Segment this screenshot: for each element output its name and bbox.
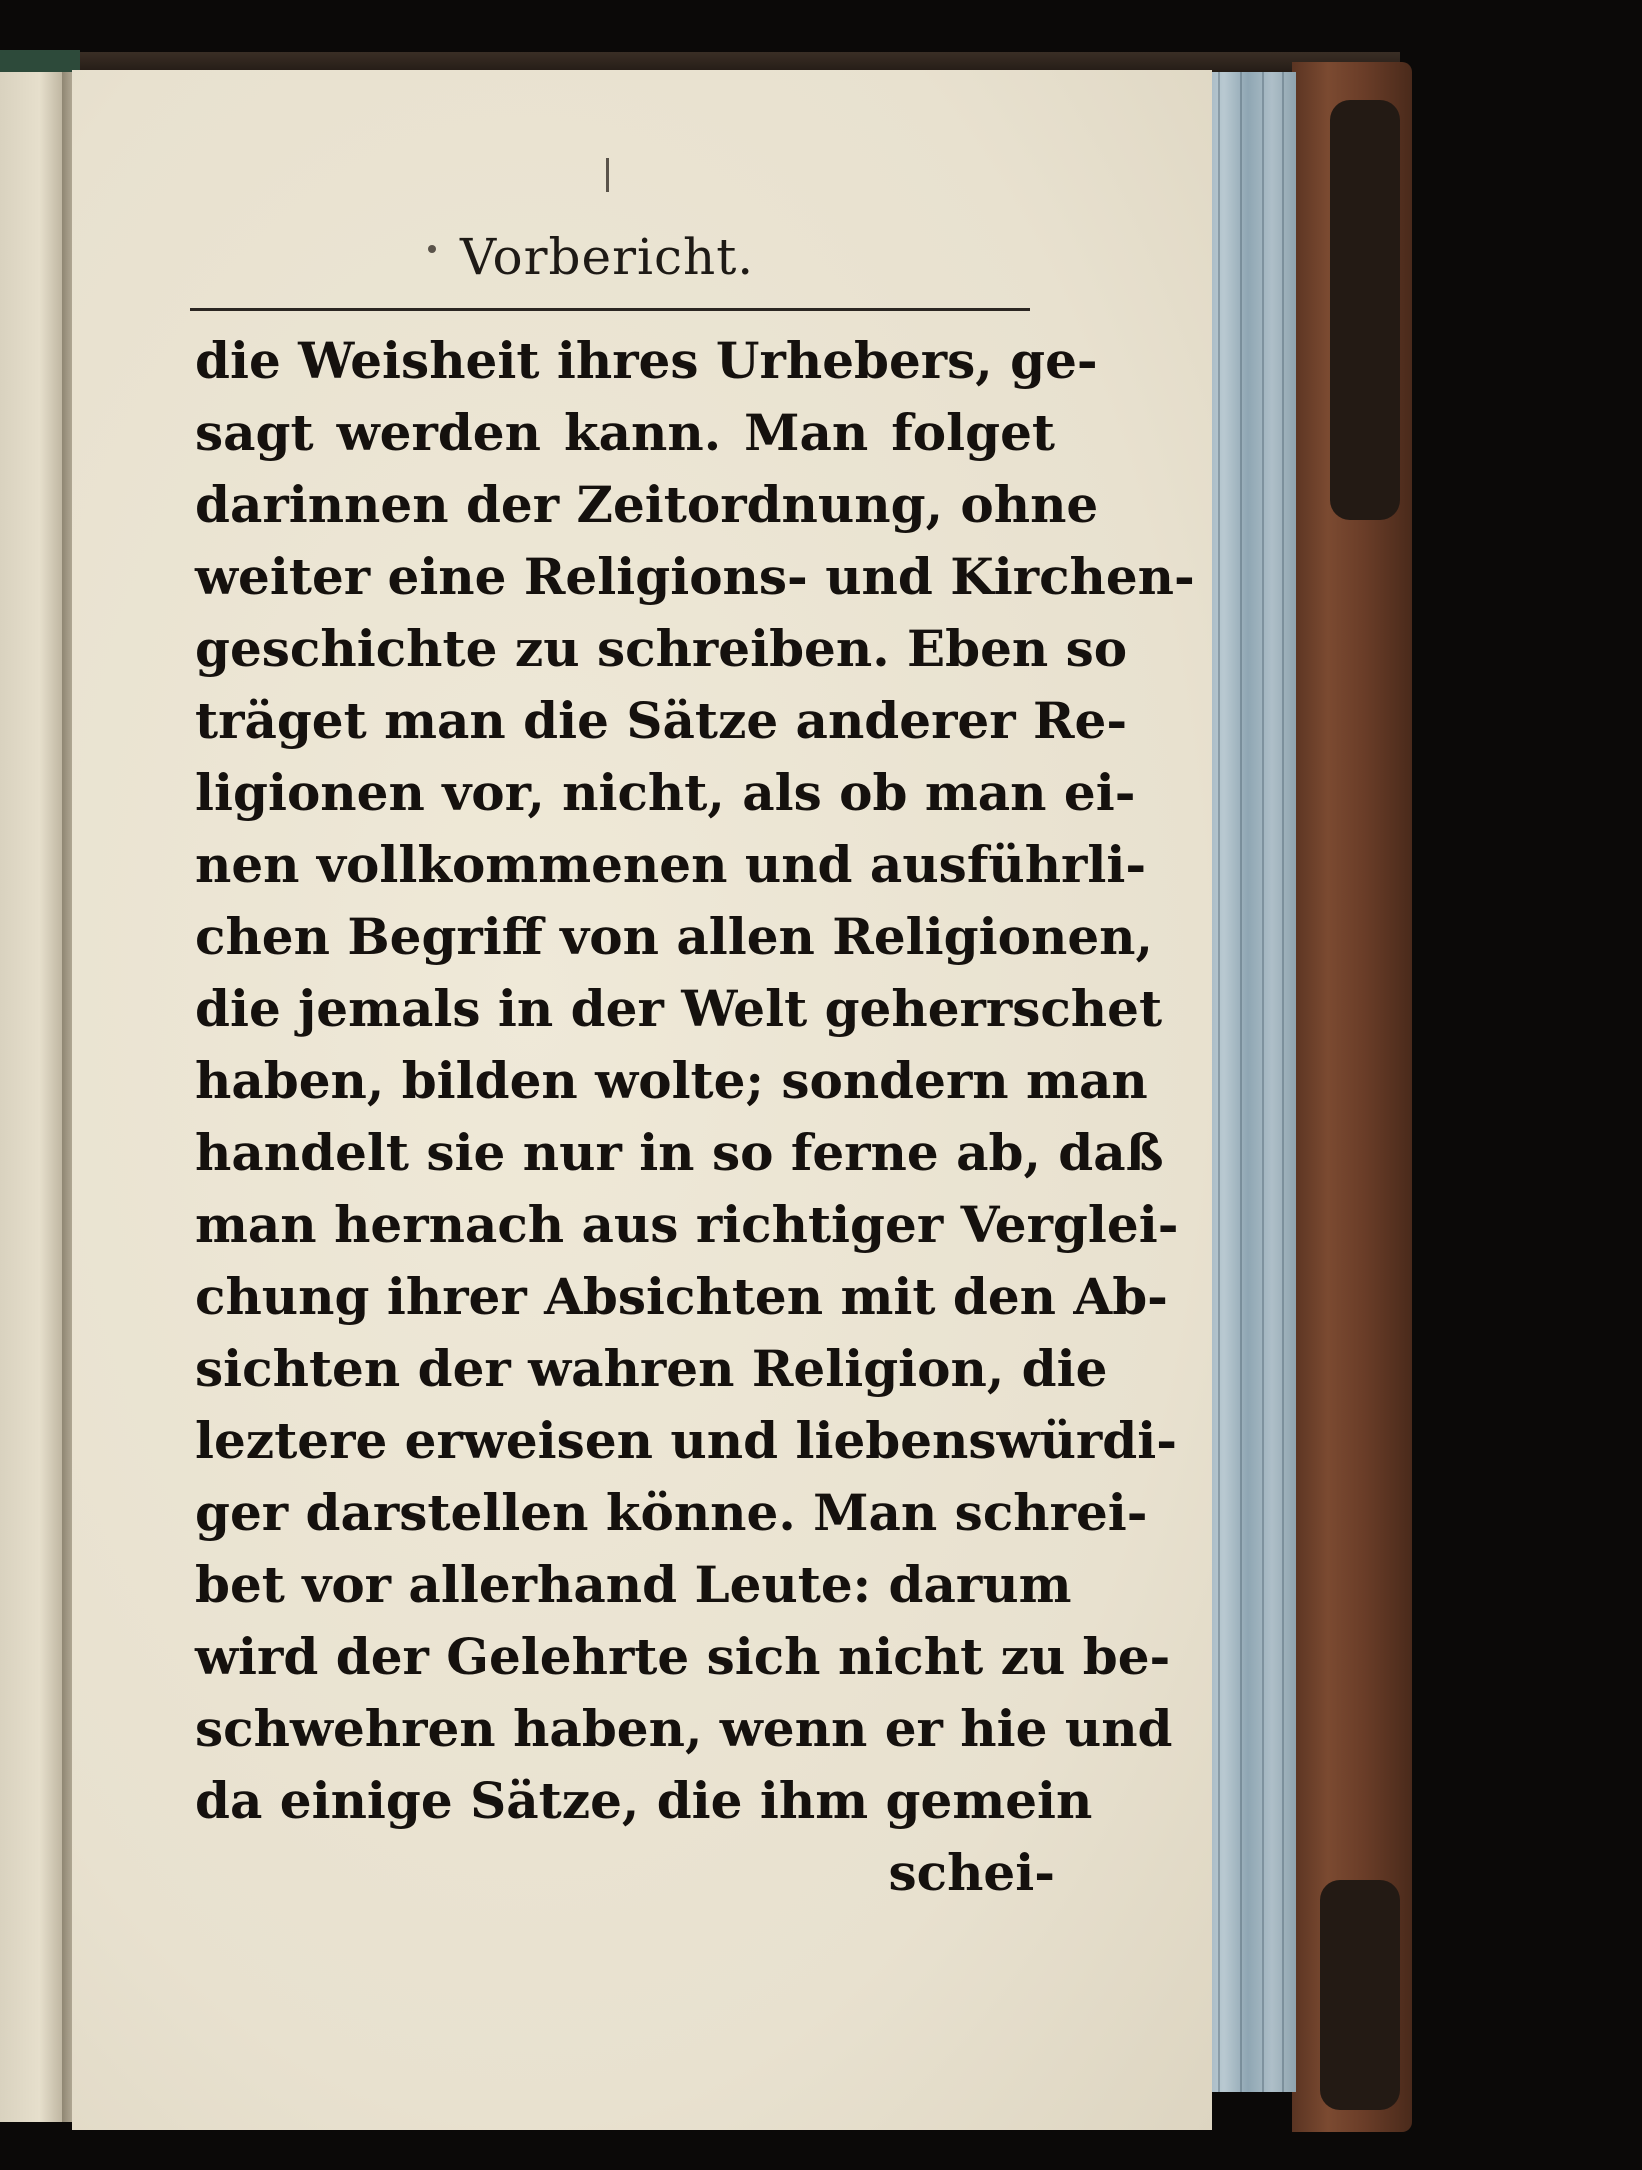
text-line: wird der Gelehrte sich nicht zu be- — [195, 1627, 1171, 1686]
text-line: da einige Sätze, die ihm gemein — [195, 1771, 1093, 1830]
catchword: schei- — [888, 1843, 1055, 1902]
text-line: ger darstellen könne. Man schrei- — [195, 1483, 1148, 1542]
page-block-edge — [1200, 72, 1296, 2092]
text-line: darinnen der Zeitordnung, ohne — [195, 475, 1099, 534]
text-line: handelt sie nur in so ferne ab, daß — [195, 1123, 1164, 1182]
text-line: schwehren haben, wenn er hie und — [195, 1699, 1173, 1758]
text-line: die Weisheit ihres Urhebers, ge- — [195, 331, 1098, 390]
text-line: ligionen vor, nicht, als ob man ei- — [195, 763, 1136, 822]
left-page-edge — [0, 72, 66, 2122]
text-line: sichten der wahren Religion, die — [195, 1339, 1108, 1398]
body-text — [195, 325, 1195, 1909]
text-line: haben, bilden wolte; sondern man — [195, 1051, 1148, 1110]
page-mark — [606, 158, 609, 192]
page-dot — [428, 245, 436, 253]
text-line: chung ihrer Absichten mit den Ab- — [195, 1267, 1168, 1326]
running-head: Vorbericht. — [460, 228, 755, 286]
text-line: nen vollkommenen und ausführli- — [195, 835, 1147, 894]
text-line: die jemals in der Welt geherrschet — [195, 979, 1163, 1038]
text-line: man hernach aus richtiger Verglei- — [195, 1195, 1179, 1254]
cover-wear-bottom — [1320, 1880, 1400, 2110]
binding-corner — [0, 50, 80, 72]
header-rule — [190, 308, 1030, 311]
text-line: chen Begriff von allen Religionen, — [195, 907, 1153, 966]
text-line: geschichte zu schreiben. Eben so — [195, 619, 1128, 678]
text-line: sagt werden kann. Man folget — [195, 403, 1055, 462]
text-line: leztere erweisen und liebenswürdi- — [195, 1411, 1177, 1470]
text-line: bet vor allerhand Leute: darum — [195, 1555, 1072, 1614]
cover-wear-top — [1330, 100, 1400, 520]
text-line: träget man die Sätze anderer Re- — [195, 691, 1128, 750]
text-line: weiter eine Religions- und Kirchen- — [195, 547, 1195, 606]
